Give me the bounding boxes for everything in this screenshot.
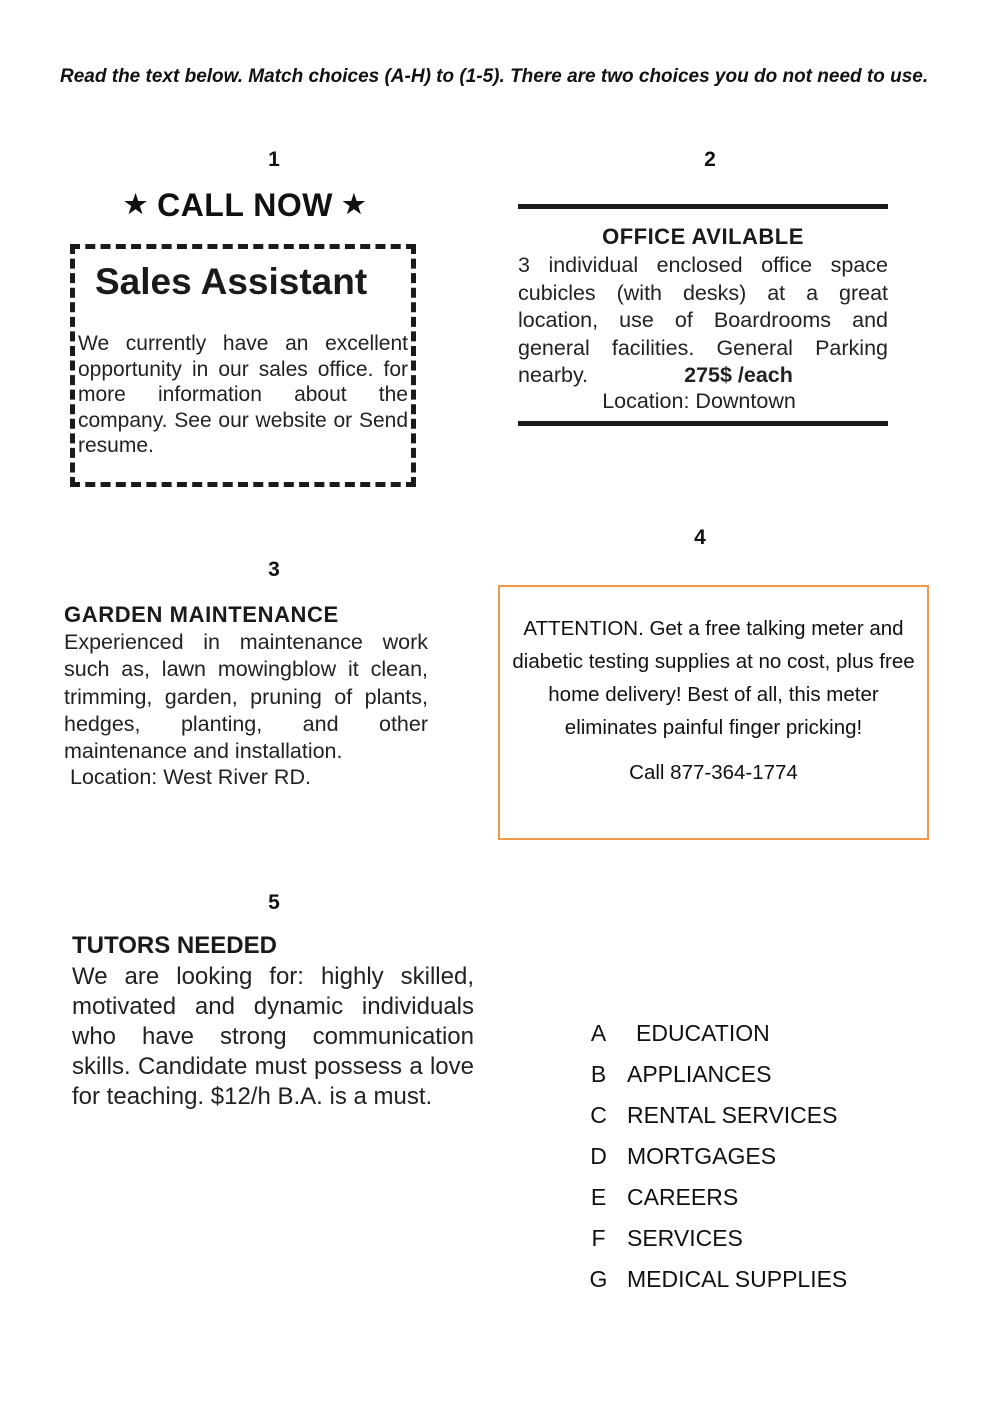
top-rule	[518, 204, 888, 209]
choice-letter: C	[590, 1102, 607, 1128]
choice-letter: D	[590, 1143, 607, 1169]
choice-item	[570, 1013, 890, 1054]
office-location: Location: Downtown	[602, 389, 796, 413]
choice-item	[570, 1054, 890, 1095]
choice-label: MEDICAL SUPPLIES	[627, 1266, 848, 1292]
garden-location: Location: West River RD.	[70, 765, 311, 789]
choice-letter: E	[590, 1184, 607, 1210]
office-price: 275$ /each	[684, 363, 793, 387]
star-icon: ★	[123, 189, 148, 219]
office-available-title: OFFICE AVILABLE	[602, 224, 804, 249]
choice-label: SERVICES	[627, 1225, 743, 1251]
attention-phone: Call 877-364-1774	[629, 761, 798, 784]
choice-item	[570, 1136, 890, 1177]
choice-label: APPLIANCES	[627, 1061, 772, 1087]
sales-assistant-body: We currently have an excellent opportunity in our sales office. for more information about the company. See our website or Send resume.	[78, 332, 408, 457]
choice-item	[570, 1095, 890, 1136]
tutors-needed-title: TUTORS NEEDED	[72, 932, 277, 959]
star-icon: ★	[342, 189, 367, 219]
attention-body: ATTENTION. Get a free talking meter and diabetic testing supplies at no cost, plus free home delivery! Best of all, this meter eliminates painful finger pricking!	[512, 617, 915, 739]
garden-maintenance-title: GARDEN MAINTENANCE	[64, 602, 339, 627]
choice-letter: A	[590, 1020, 607, 1046]
office-description: 3 individual enclosed office space cubicles (with desks) at a great location, use of Boardrooms and general facilities. General Parking nearby.	[518, 253, 888, 387]
choice-label: CAREERS	[627, 1184, 739, 1210]
office-available-body	[518, 252, 888, 390]
ad-number-2: 2	[704, 148, 716, 171]
call-now-text: CALL NOW	[157, 187, 333, 223]
bottom-rule	[518, 421, 888, 426]
choice-letter: G	[589, 1266, 608, 1292]
tutors-needed-body: We are looking for: highly skilled, motivated and dynamic individuals who have strong communication skills. Candidate must possess a love for teaching. $12/h B.A. is a must.	[72, 963, 474, 1110]
choices-list	[570, 1013, 890, 1300]
garden-maintenance-body: Experienced in maintenance work such as, lawn mowingblow it clean, trimming, garden, pruning of plants, hedges, planting, and other maintenance and installation.	[64, 630, 428, 764]
ad-number-4: 4	[694, 526, 706, 549]
choice-label: EDUCATION	[636, 1020, 770, 1046]
choice-item	[570, 1177, 890, 1218]
instructions: Read the text below. Match choices (A-H) to (1-5). There are two choices you do not need to use.	[60, 66, 929, 87]
choice-label: MORTGAGES	[627, 1143, 777, 1169]
choice-letter: F	[591, 1225, 606, 1251]
choice-label: RENTAL SERVICES	[627, 1102, 838, 1128]
ad-number-5: 5	[268, 891, 280, 914]
sales-assistant-title: Sales Assistant	[95, 261, 368, 302]
choice-item	[570, 1259, 890, 1300]
choice-letter: B	[590, 1061, 607, 1087]
ad-number-1: 1	[268, 148, 280, 171]
ad-number-3: 3	[268, 558, 280, 581]
choice-item	[570, 1218, 890, 1259]
call-now-header	[105, 187, 385, 224]
